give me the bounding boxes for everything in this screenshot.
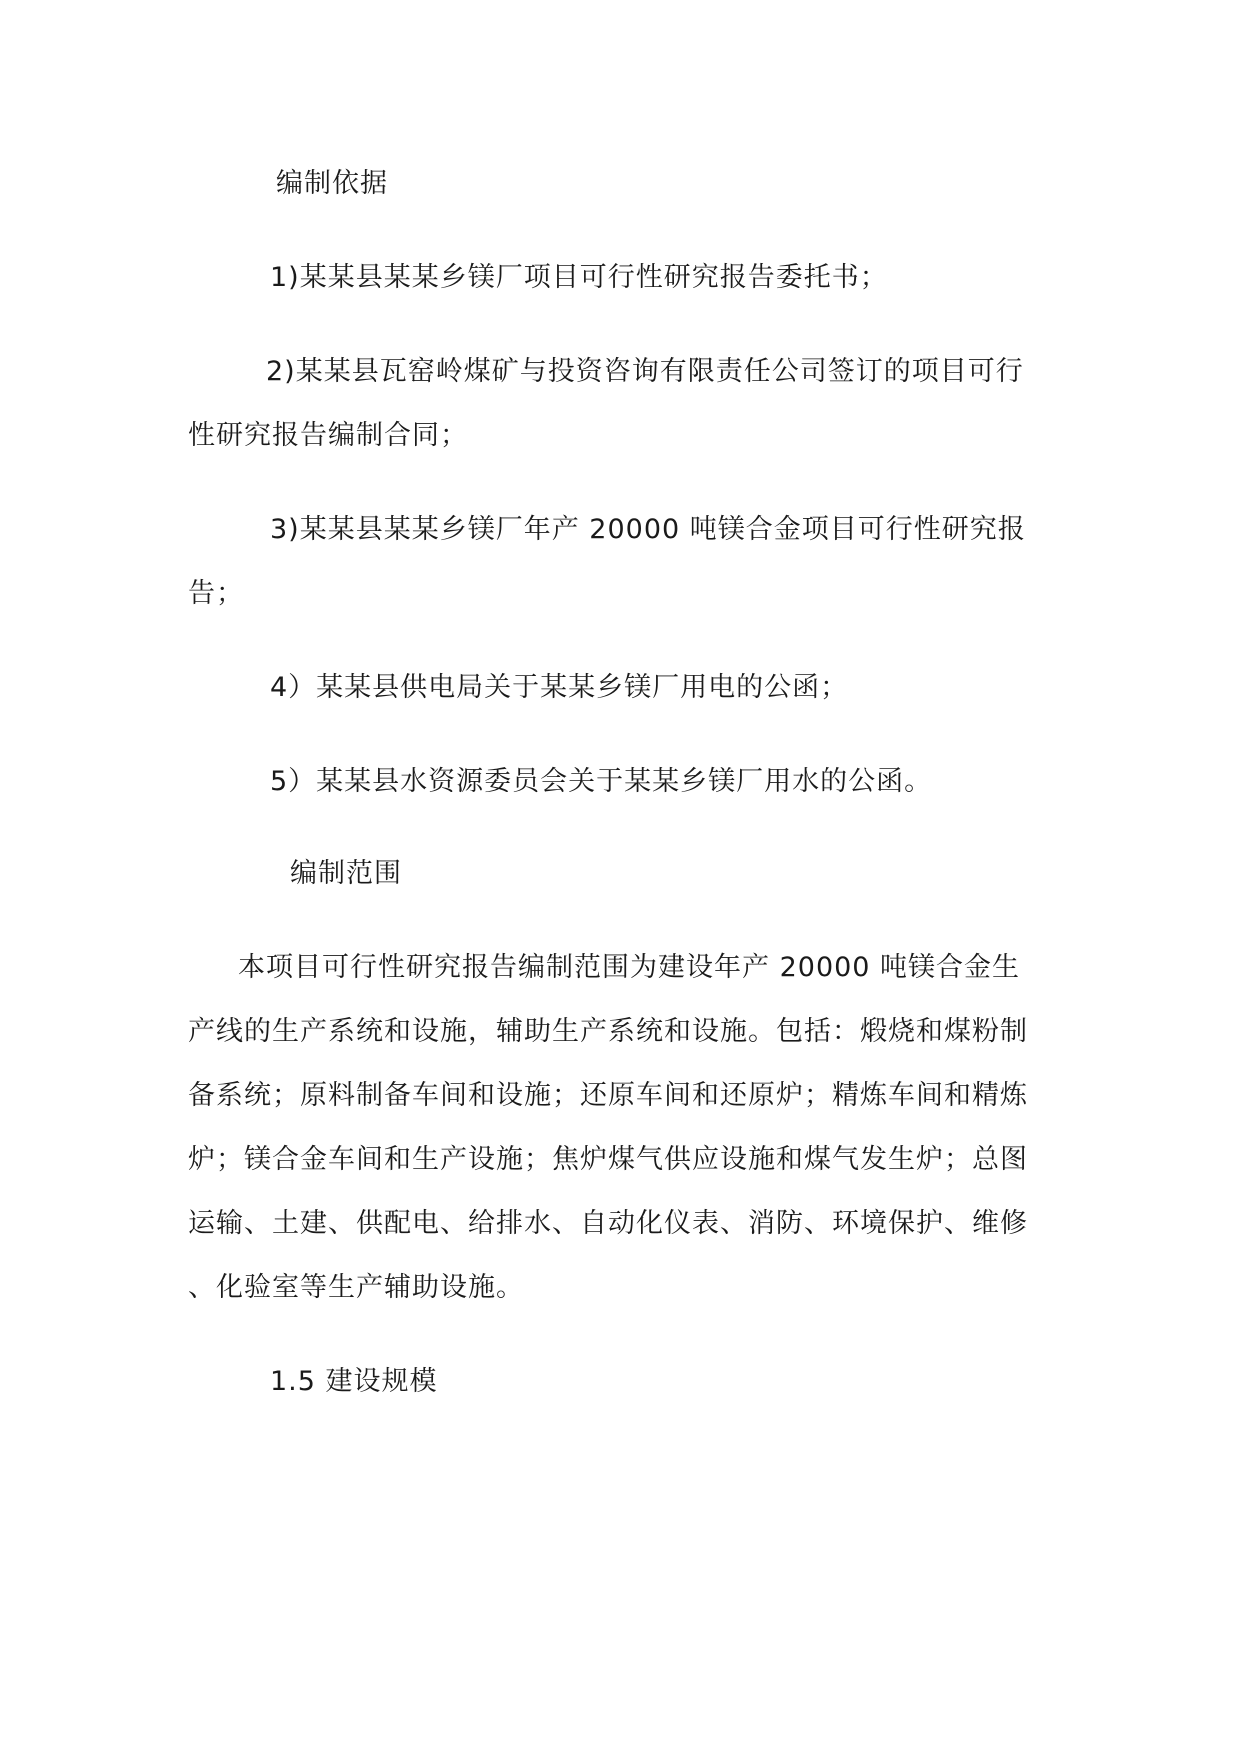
scope-line-2: 产线的生产系统和设施，辅助生产系统和设施。包括：煅烧和煤粉制	[188, 1016, 1028, 1047]
scope-line-6: 、化验室等生产辅助设施。	[188, 1272, 524, 1303]
scope-line-5: 运输、土建、供配电、给排水、自动化仪表、消防、环境保护、维修	[188, 1208, 1028, 1239]
basis-item-1: 1)某某县某某乡镁厂项目可行性研究报告委托书；	[270, 262, 888, 293]
heading-basis: 编制依据	[276, 168, 388, 199]
section-title: 建设规模	[325, 1366, 438, 1397]
scope-line-3: 备系统；原料制备车间和设施；还原车间和还原炉；精炼车间和精炼	[188, 1080, 1028, 1111]
section-number: 1.5	[270, 1366, 316, 1397]
basis-item-5: 5）某某县水资源委员会关于某某乡镁厂用水的公函。	[270, 766, 933, 797]
basis-item-2-line-2: 性研究报告编制合同；	[188, 420, 468, 451]
basis-item-4: 4）某某县供电局关于某某乡镁厂用电的公函；	[270, 672, 849, 703]
basis-item-3-line-1: 3)某某县某某乡镁厂年产 20000 吨镁合金项目可行性研究报	[270, 514, 1026, 545]
basis-item-2-line-1: 2)某某县瓦窑岭煤矿与投资咨询有限责任公司签订的项目可行	[266, 356, 1024, 387]
heading-scope: 编制范围	[290, 858, 402, 889]
scope-line-4: 炉；镁合金车间和生产设施；焦炉煤气供应设施和煤气发生炉；总图	[188, 1144, 1028, 1175]
scope-line-1: 本项目可行性研究报告编制范围为建设年产 20000 吨镁合金生	[238, 952, 1021, 983]
section-heading	[270, 1366, 438, 1398]
basis-item-3-line-2: 告；	[188, 578, 244, 609]
